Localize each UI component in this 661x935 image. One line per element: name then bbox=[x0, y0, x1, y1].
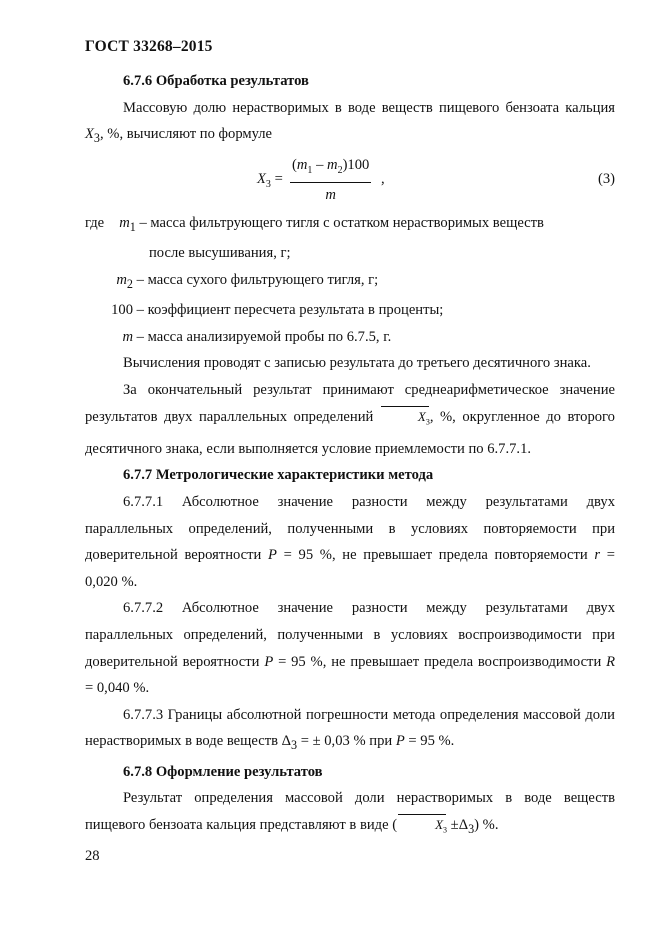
plus-minus: ± bbox=[447, 817, 459, 834]
delta-sub: 3 bbox=[291, 738, 298, 753]
formula-comma: , bbox=[381, 170, 385, 187]
paragraph-calculation: Вычисления проводят с записью результата до третьего десятичного знака. bbox=[123, 355, 591, 372]
def-term: m bbox=[116, 271, 127, 288]
text-run: , %, округленное до второго десятичного знака, если выполняется условие приемлемости по 6.7.7.1. bbox=[85, 408, 615, 457]
def-text: – масса сухого фильтрующего тигля, г; bbox=[133, 271, 379, 288]
page-header: ГОСТ 33268–2015 bbox=[85, 38, 213, 55]
paragraph-6-7-7-1 bbox=[85, 489, 615, 595]
formula-fraction bbox=[290, 154, 371, 207]
def-term: 100 bbox=[111, 302, 133, 319]
formula-numerator bbox=[290, 154, 371, 183]
text-run: = ± 0,03 % при bbox=[297, 733, 396, 750]
mean-sub: 3 bbox=[425, 417, 430, 427]
text-run: Массовую долю нерастворимых в воде веществ пищевого бензоата кальция bbox=[123, 99, 615, 116]
definition-item bbox=[85, 324, 615, 351]
text-run: 6.7.7.3 Границы абсолютной погрешности метода определения массовой доли нерастворимых в воде веществ bbox=[85, 706, 615, 750]
def-text: – масса анализируемой пробы по 6.7.5, г. bbox=[133, 328, 392, 345]
formula-equals: = bbox=[270, 170, 283, 187]
variable-subscript: 3 bbox=[93, 131, 100, 146]
delta-symbol: Δ bbox=[458, 817, 469, 834]
text-run: = 0,020 %. bbox=[85, 547, 615, 590]
paragraph-intro bbox=[85, 95, 615, 152]
formula-number: (3) bbox=[597, 170, 615, 187]
formula-lhs bbox=[257, 166, 283, 199]
delta-sub: 3 bbox=[468, 821, 475, 836]
formula-sub: 1 bbox=[307, 164, 313, 176]
formula-paren: )100 bbox=[342, 156, 370, 173]
formula-paren: ( bbox=[292, 156, 297, 173]
formula-var: m bbox=[327, 156, 338, 173]
formula-var: m bbox=[296, 156, 308, 173]
definition-item bbox=[85, 267, 615, 298]
formula-3 bbox=[85, 154, 615, 208]
mean-sub: 3 bbox=[443, 825, 448, 835]
def-term: m bbox=[122, 328, 133, 345]
text-run: Результат определения массовой доли нерастворимых в воде веществ пищевого бензоата кальция представляют в виде ( bbox=[85, 790, 615, 834]
variable-r: r bbox=[594, 547, 601, 564]
mean-var: X bbox=[435, 817, 444, 833]
text-run: ) %. bbox=[474, 817, 499, 834]
variable-p: P bbox=[268, 547, 277, 564]
where-label: где bbox=[85, 214, 105, 231]
def-term-sub: 2 bbox=[126, 276, 133, 291]
page-content bbox=[85, 68, 615, 844]
text-run: = 95 %. bbox=[404, 733, 455, 750]
formula-sub: 2 bbox=[337, 164, 343, 176]
text-run: = 0,040 %. bbox=[85, 680, 150, 697]
mean-x-symbol bbox=[397, 812, 447, 844]
mean-x-symbol bbox=[380, 404, 430, 436]
text-run: = 95 % bbox=[276, 547, 332, 564]
paragraph-final-result bbox=[85, 377, 615, 462]
paragraph-6-7-7-3 bbox=[85, 702, 615, 759]
formula-denominator: m bbox=[325, 186, 336, 203]
paragraph-6-7-7-2 bbox=[85, 595, 615, 701]
text-run: , не превышает предела воспроизводимости bbox=[322, 653, 607, 670]
text-run: 6.7.7.1 Абсолютное значение разности между результатами двух параллельных определений, полученными в условиях повторяемости при доверительной вероятности bbox=[85, 494, 615, 564]
def-text: – коэффициент пересчета результата в проценты; bbox=[133, 302, 444, 319]
def-term-sub: 1 bbox=[129, 219, 136, 234]
formula-minus: – bbox=[312, 156, 328, 173]
text-run: 6.7.7.2 Абсолютное значение разности между результатами двух параллельных определений, полученными в условиях воспроизводимости при доверительной вероятности bbox=[85, 600, 615, 670]
text-run: , не превышает предела повторяемости bbox=[331, 547, 595, 564]
definition-continuation: после высушивания, г; bbox=[149, 245, 291, 262]
definition-item bbox=[85, 297, 615, 324]
formula-sub: 3 bbox=[265, 178, 271, 190]
section-heading-6-7-8: 6.7.8 Оформление результатов bbox=[123, 763, 323, 780]
variable-r-capital: R bbox=[606, 653, 615, 670]
section-heading-6-7-7: 6.7.7 Метрологические характеристики метода bbox=[123, 467, 434, 484]
section-heading-6-7-6: 6.7.6 Обработка результатов bbox=[123, 73, 309, 89]
paragraph-6-7-8 bbox=[85, 785, 615, 844]
text-run: За окончательный результат принимают среднеарифметическое значение результатов двух параллельных определений bbox=[85, 382, 615, 425]
definition-item bbox=[85, 210, 615, 241]
mean-var: X bbox=[417, 408, 426, 424]
def-text: – масса фильтрующего тигля с остатком нерастворимых веществ bbox=[135, 214, 544, 231]
text-run: = 95 % bbox=[273, 653, 323, 670]
delta-symbol: Δ bbox=[281, 733, 291, 750]
page-number: 28 bbox=[85, 848, 100, 864]
definition-list bbox=[85, 210, 615, 351]
variable-p: P bbox=[264, 653, 274, 670]
variable-p: P bbox=[395, 733, 405, 750]
variable-x: X bbox=[85, 126, 94, 143]
text-run: , %, вычисляют по формуле bbox=[100, 126, 273, 143]
def-term: m bbox=[119, 214, 130, 231]
formula-var: X bbox=[257, 170, 266, 187]
